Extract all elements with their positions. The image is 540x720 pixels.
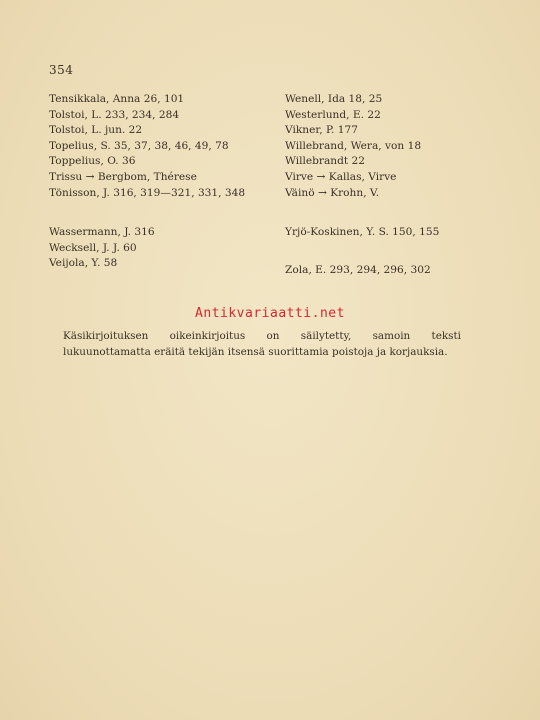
page-number: 354 [49, 63, 74, 77]
index-entry: Tolstoi, L. 233, 234, 284 [49, 108, 180, 121]
index-entry: Tolstoi, L. jun. 22 [49, 124, 143, 137]
index-entry: Wecksell, J. J. 60 [49, 241, 137, 254]
index-entry: Väinö → Krohn, V. [285, 186, 380, 199]
index-entry: Zola, E. 293, 294, 296, 302 [285, 263, 431, 276]
index-entry: Virve → Kallas, Virve [285, 170, 397, 183]
index-entry: Willebrand, Wera, von 18 [285, 139, 422, 152]
index-entry: Tönisson, J. 316, 319—321, 331, 348 [49, 186, 246, 199]
index-entry: Topelius, S. 35, 37, 38, 46, 49, 78 [49, 139, 229, 152]
editorial-note: Käsikirjoituksen oikeinkirjoitus on säilytetty, samoin teksti lukuunottamatta eräitä tekijän itsensä suorittamia poistoja ja korjauksia. [63, 330, 461, 358]
index-entry: Willebrandt 22 [285, 155, 366, 168]
index-entry: Veijola, Y. 58 [49, 257, 118, 270]
index-entry: Trissu → Bergbom, Thérese [49, 170, 197, 183]
index-column-left [49, 92, 279, 272]
index-entry: Tensikkala, Anna 26, 101 [49, 93, 185, 105]
index-entry: Wenell, Ida 18, 25 [285, 93, 383, 105]
index-entry: Toppelius, O. 36 [49, 155, 136, 168]
index-entry: Wassermann, J. 316 [49, 226, 155, 239]
index-entry: Westerlund, E. 22 [285, 108, 381, 121]
index-column-right [285, 92, 500, 278]
index-entry: Yrjö-Koskinen, Y. S. 150, 155 [285, 226, 440, 239]
watermark-text: Antikvariaatti.net [195, 306, 345, 321]
index-entry: Vikner, P. 177 [285, 124, 358, 137]
